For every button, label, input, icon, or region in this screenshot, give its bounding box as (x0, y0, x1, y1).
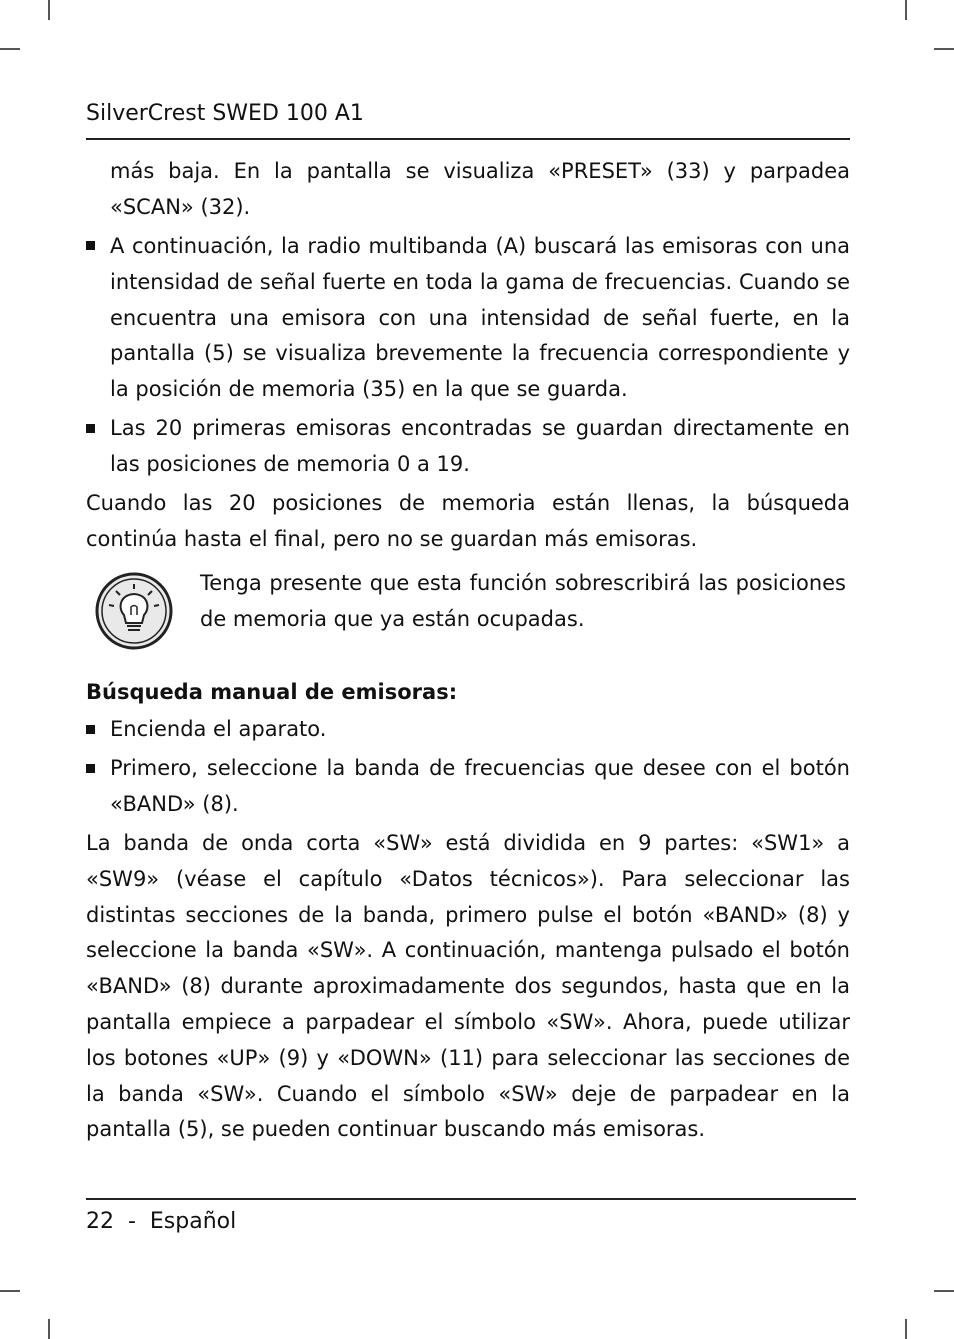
footer-rule (86, 1198, 856, 1200)
crop-mark (0, 1290, 20, 1292)
list-item: Primero, seleccione la banda de frecuencias que desee con el botón «BAND» (8). (110, 756, 850, 816)
page-header: SilverCrest SWED 100 A1 (86, 101, 364, 126)
bullet-marker (86, 764, 95, 773)
bullet-marker (86, 424, 95, 433)
crop-mark (905, 0, 907, 20)
list-item: Las 20 primeras emisoras encontradas se guardan directamente en las posiciones de memoria 0 a 19. (110, 416, 850, 476)
crop-mark (934, 1290, 954, 1292)
note-text: Tenga presente que esta función sobrescribirá las posiciones de memoria que ya están ocupadas. (200, 571, 846, 631)
page-number: 22 - Español (86, 1209, 237, 1234)
continued-paragraph: más baja. En la pantalla se visualiza «PRESET» (33) y parpadea «SCAN» (32). (110, 159, 850, 219)
crop-mark (905, 1319, 907, 1339)
bullet-marker (86, 241, 95, 250)
body-paragraph: La banda de onda corta «SW» está dividida en 9 partes: «SW1» a «SW9» (véase el capítulo «Datos técnicos»). Para seleccionar las distintas secciones de la banda, primero pulse el botón «BAND» (8) y seleccione la banda «SW». A continuación, mantenga pulsado el botón «BAND» (8) durante aproximadamente dos segundos, hasta que en la pantalla empiece a parpadear el símbolo «SW». Ahora, puede utilizar los botones «UP» (9) y «DOWN» (11) para seleccionar las secciones de la banda «SW». Cuando el símbolo «SW» deje de parpadear en la pantalla (5), se pueden continuar buscando más emisoras. (86, 831, 850, 1142)
crop-mark (0, 48, 20, 50)
list-item: Encienda el aparato. (110, 717, 327, 741)
crop-mark (48, 1319, 50, 1339)
crop-mark (934, 48, 954, 50)
header-rule (86, 138, 850, 140)
body-paragraph: Cuando las 20 posiciones de memoria están llenas, la búsqueda continúa hasta el final, pero no se guardan más emisoras. (86, 491, 850, 551)
lightbulb-icon (94, 571, 174, 651)
list-item: A continuación, la radio multibanda (A) buscará las emisoras con una intensidad de señal fuerte en toda la gama de frecuencias. Cuando se encuentra una emisora con una intensidad de señal fuerte, en la pantalla (5) se visualiza brevemente la frecuencia correspondiente y la posición de memoria (35) en la que se guarda. (110, 234, 850, 402)
crop-mark (48, 0, 50, 20)
section-heading: Búsqueda manual de emisoras: (86, 680, 458, 704)
bullet-marker (86, 725, 95, 734)
